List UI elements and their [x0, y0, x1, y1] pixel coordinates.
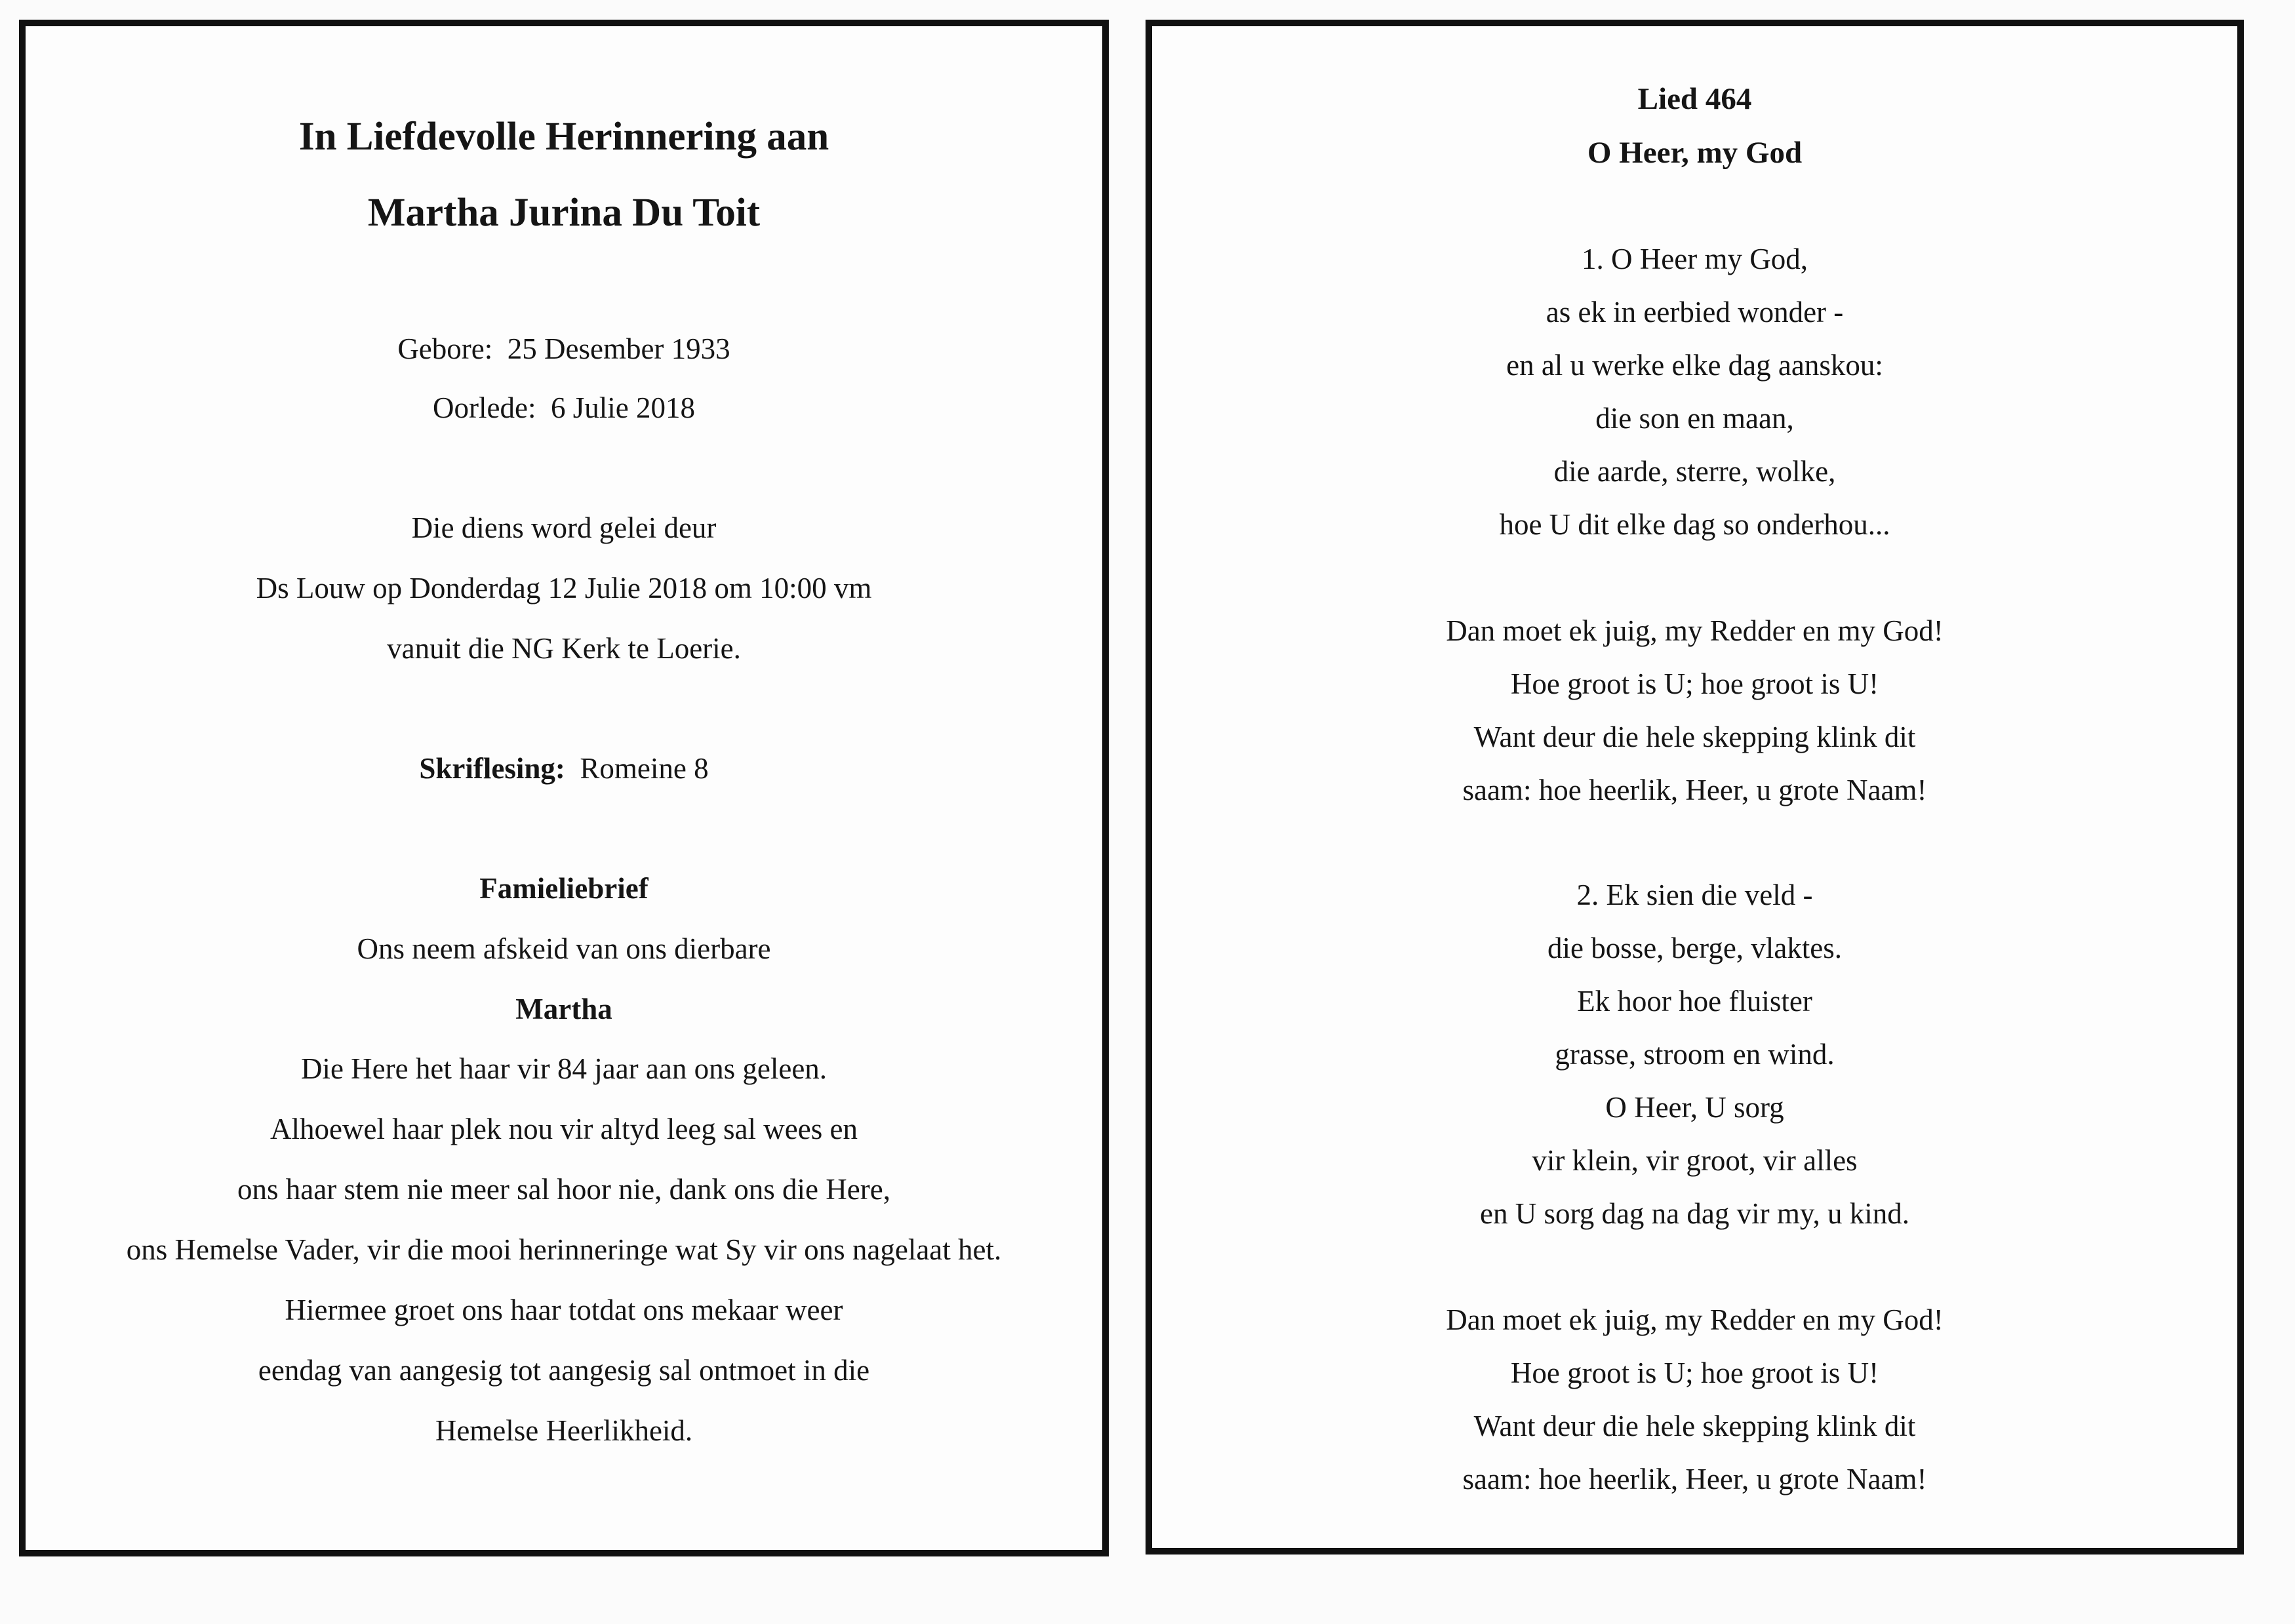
chorus-line: Want deur die hele skepping klink dit	[1473, 721, 1916, 753]
service-line: Die diens word gelei deur	[411, 511, 717, 544]
verse-line: Ek hoor hoe fluister	[1577, 985, 1812, 1018]
family-letter-line: Hemelse Heerlikheid.	[435, 1414, 693, 1447]
family-letter-line: Alhoewel haar plek nou vir altyd leeg sal wees en	[270, 1113, 858, 1145]
verse-line: vir klein, vir groot, vir alles	[1532, 1144, 1858, 1177]
chorus-line: saam: hoe heerlik, Heer, u grote Naam!	[1462, 1463, 1927, 1495]
chorus-line: Dan moet ek juig, my Redder en my God!	[1446, 614, 1944, 647]
died-date: 6 Julie 2018	[550, 391, 695, 424]
verse-line: 1. O Heer my God,	[1582, 243, 1808, 275]
family-letter-heading: Famieliebrief	[479, 872, 649, 905]
birth-date-line	[26, 334, 1102, 364]
hymn-page-right	[1146, 20, 2244, 1555]
hymn-title: O Heer, my God	[1587, 136, 1803, 170]
family-letter-line: Die Here het haar vir 84 jaar aan ons geleen.	[300, 1052, 828, 1085]
verse-line: as ek in eerbied wonder -	[1546, 296, 1844, 328]
verse-line: en U sorg dag na dag vir my, u kind.	[1480, 1197, 1909, 1230]
death-date-line	[26, 393, 1102, 423]
born-label: Gebore:	[397, 332, 493, 365]
family-letter-line: ons Hemelse Vader, vir die mooi herinneringe wat Sy vir ons nagelaat het.	[126, 1233, 1002, 1266]
deceased-name: Martha Jurina Du Toit	[367, 191, 761, 235]
hymn-number: Lied 464	[1637, 82, 1752, 116]
scripture-label: Skriflesing:	[419, 752, 565, 785]
memorial-title-line1: In Liefdevolle Herinnering aan	[298, 115, 829, 159]
verse-line: en al u werke elke dag aanskou:	[1506, 349, 1883, 382]
verse-line: 2. Ek sien die veld -	[1576, 879, 1813, 911]
chorus-line: saam: hoe heerlik, Heer, u grote Naam!	[1462, 774, 1927, 806]
verse-line: O Heer, U sorg	[1605, 1091, 1784, 1124]
verse-line: grasse, stroom en wind.	[1555, 1038, 1835, 1071]
service-line: vanuit die NG Kerk te Loerie.	[387, 632, 741, 665]
verse-line: hoe U dit elke dag so onderhou...	[1499, 508, 1890, 541]
family-letter-name: Martha	[515, 993, 612, 1025]
verse-line: die son en maan,	[1595, 402, 1794, 435]
verse-line: die bosse, berge, vlaktes.	[1547, 932, 1843, 964]
chorus-line: Dan moet ek juig, my Redder en my God!	[1446, 1303, 1944, 1336]
chorus-line: Want deur die hele skepping klink dit	[1473, 1410, 1916, 1442]
family-letter-intro: Ons neem afskeid van ons dierbare	[357, 932, 771, 965]
chorus-line: Hoe groot is U; hoe groot is U!	[1510, 667, 1879, 700]
verse-line: die aarde, sterre, wolke,	[1553, 455, 1836, 488]
service-line: Ds Louw op Donderdag 12 Julie 2018 om 10:00 vm	[256, 572, 872, 604]
died-label: Oorlede:	[433, 391, 536, 424]
family-letter-line: ons haar stem nie meer sal hoor nie, dank ons die Here,	[237, 1173, 890, 1206]
born-date: 25 Desember 1933	[507, 332, 730, 365]
family-letter-line: Hiermee groet ons haar totdat ons mekaar weer	[285, 1294, 843, 1326]
scripture-line	[26, 754, 1102, 783]
scripture-value: Romeine 8	[580, 752, 709, 785]
memorial-page-left	[19, 20, 1109, 1556]
chorus-line: Hoe groot is U; hoe groot is U!	[1510, 1357, 1879, 1389]
family-letter-line: eendag van aangesig tot aangesig sal ontmoet in die	[258, 1354, 870, 1387]
